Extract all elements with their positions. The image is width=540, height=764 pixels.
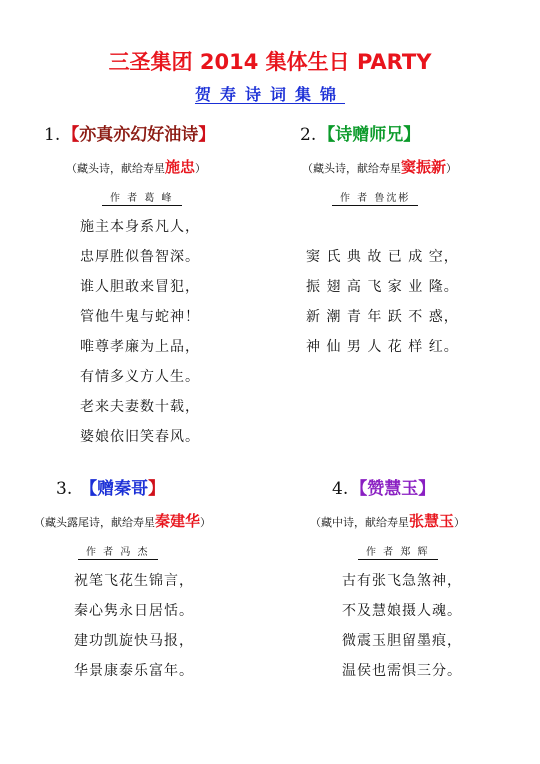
recipient-name: 窦振新	[401, 158, 447, 176]
dedication-prefix: （藏头露尾诗，献给寿星	[34, 516, 155, 529]
page-subtitle	[0, 82, 540, 105]
poem-line: 老来夫妻数十载，	[80, 399, 200, 415]
dedication-suffix: ）	[454, 516, 466, 529]
poem-line: 不及慧娘摄人魂。	[342, 603, 462, 619]
dedication-suffix: ）	[200, 516, 212, 529]
poem-lines	[300, 242, 520, 362]
poem-dedication	[302, 510, 522, 531]
poem-line: 温侯也需惧三分。	[342, 663, 462, 679]
poem-line: 微震玉胆留墨痕，	[342, 633, 462, 649]
poem-lines	[34, 566, 274, 686]
poem-line: 华景康泰乐富年。	[74, 663, 194, 679]
dedication-prefix: （藏头诗，献给寿星	[302, 162, 401, 175]
poem-lines	[44, 212, 264, 452]
poem-dedication	[34, 510, 274, 531]
recipient-name: 张慧玉	[409, 512, 455, 530]
poem-lines	[302, 566, 522, 686]
poem-author: 作 者 郑 辉	[358, 543, 438, 560]
dedication-prefix: （藏中诗，献给寿星	[310, 516, 409, 529]
poem-line: 谁人胆敢来冒犯，	[80, 279, 200, 295]
poem-line: 忠厚胜似鲁智深。	[80, 249, 200, 265]
poem-number: 4.	[332, 479, 349, 499]
poem-dedication	[44, 156, 264, 177]
poem-1	[44, 120, 264, 452]
poem-4	[302, 474, 522, 686]
poem-line: 建功凯旋快马报，	[74, 633, 194, 649]
poem-line: 古有张飞急煞神，	[342, 573, 462, 589]
poem-title: 赞慧玉	[367, 479, 419, 499]
poem-number: 3.	[56, 479, 73, 499]
page-title: 三圣集团 2014 集体生日 PARTY	[108, 50, 432, 74]
poem-line: 窦 氏 典 故 已 成 空，	[306, 249, 459, 265]
poem-line: 唯尊孝廉为上品，	[80, 339, 200, 355]
poem-author: 作 者 冯 杰	[78, 543, 158, 560]
dedication-suffix: ）	[446, 162, 458, 175]
poem-line: 施主本身系凡人，	[80, 219, 200, 235]
poem-line: 管他牛鬼与蛇神！	[80, 309, 200, 325]
poem-heading: 2. 【诗赠师兄】	[300, 125, 421, 145]
poem-line: 婆娘依旧笑春风。	[80, 429, 200, 445]
poem-title: 赠秦哥	[97, 479, 149, 499]
poem-number: 2.	[300, 125, 317, 145]
poem-line: 祝笔飞花生锦言，	[74, 573, 194, 589]
dedication-suffix: ）	[195, 162, 207, 175]
poem-author: 作 者 鲁沈彬	[332, 189, 418, 206]
recipient-name: 施忠	[165, 158, 196, 176]
poem-heading: 4. 【赞慧玉】	[332, 479, 436, 499]
poem-title: 亦真亦幻好油诗	[79, 125, 199, 145]
recipient-name: 秦建华	[155, 512, 201, 530]
poem-line: 神 仙 男 人 花 样 红。	[306, 339, 459, 355]
poem-line: 新 潮 青 年 跃 不 惑，	[306, 309, 459, 325]
dedication-prefix: （藏头诗，献给寿星	[66, 162, 165, 175]
poem-number: 1.	[44, 125, 61, 145]
poem-heading: 3. 【赠秦哥】	[56, 479, 166, 499]
poem-title: 诗赠师兄	[335, 125, 404, 145]
poem-heading: 1. 【亦真亦幻好油诗】	[44, 125, 216, 145]
poem-dedication	[300, 156, 520, 177]
subtitle-text: 贺寿诗词集锦	[194, 85, 345, 104]
poem-3	[34, 474, 274, 686]
poem-2	[300, 120, 520, 362]
poem-line: 有情多义方人生。	[80, 369, 200, 385]
poem-line: 振 翅 高 飞 家 业 隆。	[306, 279, 459, 295]
poem-author: 作 者 葛 峰	[102, 189, 182, 206]
poem-line: 秦心隽永日居恬。	[74, 603, 194, 619]
